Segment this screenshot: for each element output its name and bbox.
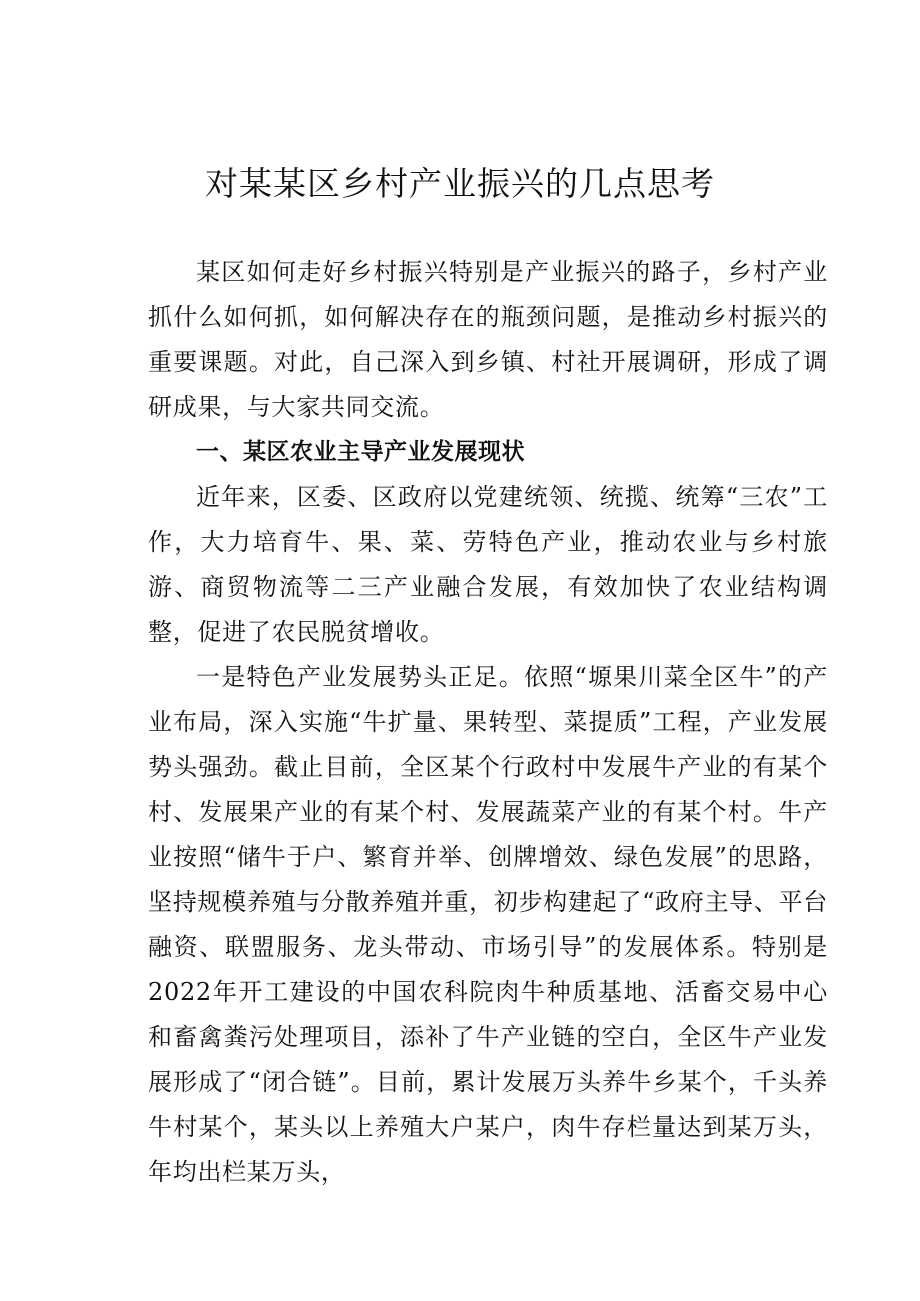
- section-paragraph-2: 一是特色产业发展势头正足。依照“塬果川菜全区牛”的产业布局，深入实施“牛扩量、果转型、菜提质”工程，产业发展势头强劲。截止目前，全区某个行政村中发展牛产业的有某个村、发展果产业的有某个村、发展蔬菜产业的有某个村。牛产业按照“储牛于户、繁育并举、创牌增效、绿色发展”的思路，坚持规模养殖与分散养殖并重，初步构建起了“政府主导、平台融资、联盟服务、龙头带动、市场引导”的发展体系。特别是2022年开工建设的中国农科院肉牛种质基地、活畜交易中心和畜禽粪污处理项目，添补了牛产业链的空白，全区牛产业发展形成了“闭合链”。目前，累计发展万头养牛乡某个，千头养牛村某个，某头以上养殖大户某户，肉牛存栏量达到某万头，年均出栏某万头，: [148, 663, 828, 1186]
- section-paragraph-1: 近年来，区委、区政府以党建统领、统揽、统筹“三农”工作，大力培育牛、果、菜、劳特色产业，推动农业与乡村旅游、商贸物流等二三产业融合发展，有效加快了农业结构调整，促进了农民脱贫增收。: [148, 483, 828, 646]
- document-title: 对某某区乡村产业振兴的几点思考: [205, 164, 715, 203]
- section-heading: 一、某区农业主导产业发展现状: [196, 439, 525, 465]
- document-body: [148, 250, 828, 1195]
- intro-paragraph: 某区如何走好乡村振兴特别是产业振兴的路子，乡村产业抓什么如何抓，如何解决存在的瓶颈问题，是推动乡村振兴的重要课题。对此，自己深入到乡镇、村社开展调研，形成了调研成果，与大家共同交流。: [148, 258, 828, 421]
